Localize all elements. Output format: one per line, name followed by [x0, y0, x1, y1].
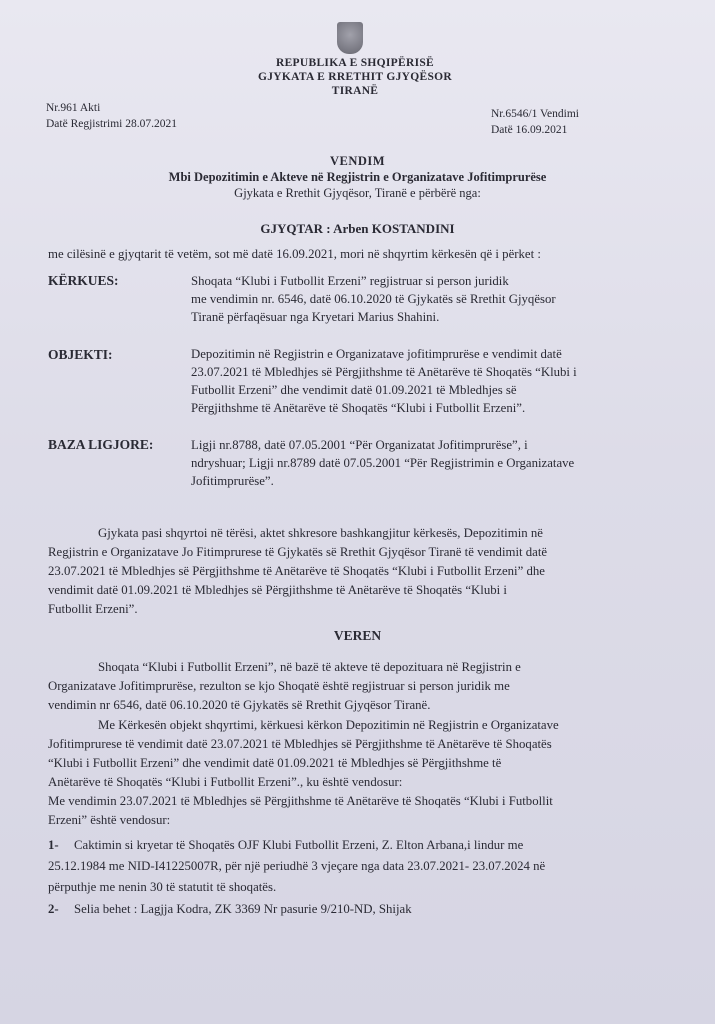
baza-ligjore-line: ndryshuar; Ligji nr.8789 datë 07.05.2001 “Për Regjistrimin e Organizatave [191, 456, 575, 470]
body-line: Erzeni” është vendosur: [48, 813, 171, 827]
act-number: Nr.961 Akti [46, 102, 101, 114]
decision-number: Nr.6546/1 Vendimi [491, 108, 579, 120]
court-composition: Gjykata e Rrethit Gjyqësor, Tiranë e përbërë nga: [234, 186, 481, 200]
objekti-line: Futbollit Erzeni” dhe vendimit datë 01.09.2021 të Mbledhjes së [191, 383, 517, 397]
list-item-number: 1- [48, 838, 59, 852]
judge-line: GJYQTAR : Arben KOSTANDINI [260, 221, 455, 236]
registration-date: Datë Regjistrimi 28.07.2021 [46, 118, 177, 130]
baza-ligjore-label: BAZA LIGJORE: [48, 437, 154, 452]
body-line: Me Kërkesën objekt shqyrtimi, kërkuesi kërkon Depozitimin në Regjistrin e Organizatave [98, 718, 559, 732]
kerkues-line: me vendimin nr. 6546, datë 06.10.2020 të Gjykatës së Rrethit Gjyqësor [191, 292, 556, 306]
body-line: Gjykata pasi shqyrtoi në tërësi, aktet shkresore bashkangjitur kërkesës, Depozitimin në [98, 526, 543, 540]
body-line: Regjistrin e Organizatave Jo Fitimprurese të Gjykatës së Rrethit Gjyqësor Tiranë të vendimit datë [48, 545, 548, 559]
decision-date: Datë 16.09.2021 [491, 124, 568, 136]
kerkues-line: Tiranë përfaqësuar nga Kryetari Marius Shahini. [191, 310, 440, 324]
objekti-line: Përgjithshme të Anëtarëve të Shoqatës “Klubi i Futbollit Erzeni”. [191, 401, 526, 415]
list-item-line: 25.12.1984 me NID-I41225007R, për një periudhë 3 vjeçare nga data 23.07.2021- 23.07.2024 në [48, 859, 546, 873]
body-line: vendimin nr 6546, datë 06.10.2020 të Gjykatës së Rrethit Gjyqësor Tiranë. [48, 698, 431, 712]
body-line: Me vendimin 23.07.2021 të Mbledhjes së Përgjithshme të Anëtarëve të Shoqatës “Klubi i Futbollit [48, 794, 553, 808]
document-subtitle: Mbi Depozitimin e Akteve në Regjistrin e Organizatave Jofitimprurëse [168, 170, 547, 184]
baza-ligjore-line: Ligji nr.8788, datë 07.05.2001 “Për Organizatat Jofitimprurëse”, i [191, 438, 528, 452]
body-line: vendimit datë 01.09.2021 të Mbledhjes së Përgjithshme të Anëtarëve të Shoqatës “Klubi i [48, 583, 507, 597]
body-line: Organizatave Jofitimprurëse, rezulton se kjo Shoqatë është regjistruar si person juridik me [48, 679, 510, 693]
country-name: REPUBLIKA E SHQIPËRISË [275, 57, 435, 69]
baza-ligjore-line: Jofitimprurëse”. [191, 474, 274, 488]
list-item-line: përputhje me nenin 30 të statutit të shoqatës. [48, 880, 277, 894]
list-item-number: 2- [48, 902, 59, 916]
body-line: Jofitimprurese të vendimit datë 23.07.2021 të Mbledhjes së Përgjithshme të Anëtarëve të Shoqatës [48, 737, 552, 751]
veren-heading: VEREN [333, 628, 382, 643]
judge-intro: me cilësinë e gjyqtarit të vetëm, sot më datë 16.09.2021, mori në shqyrtim kërkesën që i përket : [48, 247, 541, 261]
body-line: Anëtarëve të Shoqatës “Klubi i Futbollit Erzeni”., ku është vendosur: [48, 775, 403, 789]
court-name: GJYKATA E RRETHIT GJYQËSOR [257, 71, 453, 83]
kerkues-line: Shoqata “Klubi i Futbollit Erzeni” regjistruar si person juridik [191, 274, 509, 288]
court-city: TIRANË [331, 85, 379, 97]
state-emblem-icon [337, 22, 363, 54]
objekti-line: 23.07.2021 të Mbledhjes së Përgjithshme të Anëtarëve të Shoqatës “Klubi i [191, 365, 577, 379]
body-line: Futbollit Erzeni”. [48, 602, 138, 616]
list-item-line: Selia behet : Lagjja Kodra, ZK 3369 Nr pasurie 9/210-ND, Shijak [74, 902, 412, 916]
objekti-line: Depozitimin në Regjistrin e Organizatave jofitimprurëse e vendimit datë [191, 347, 562, 361]
objekti-label: OBJEKTI: [48, 347, 113, 362]
body-line: “Klubi i Futbollit Erzeni” dhe vendimit datë 01.09.2021 të Mbledhjes së Përgjithshme të [48, 756, 502, 770]
list-item-line: Caktimin si kryetar të Shoqatës OJF Klubi Futbollit Erzeni, Z. Elton Arbana,i lindur me [74, 838, 524, 852]
kerkues-label: KËRKUES: [48, 273, 119, 288]
body-line: Shoqata “Klubi i Futbollit Erzeni”, në bazë të akteve të depozituara në Regjistrin e [98, 660, 521, 674]
body-line: 23.07.2021 të Mbledhjes së Përgjithshme të Anëtarëve të Shoqatës “Klubi i Futbollit Erzeni” dhe [48, 564, 545, 578]
document-title: VENDIM [329, 154, 386, 168]
